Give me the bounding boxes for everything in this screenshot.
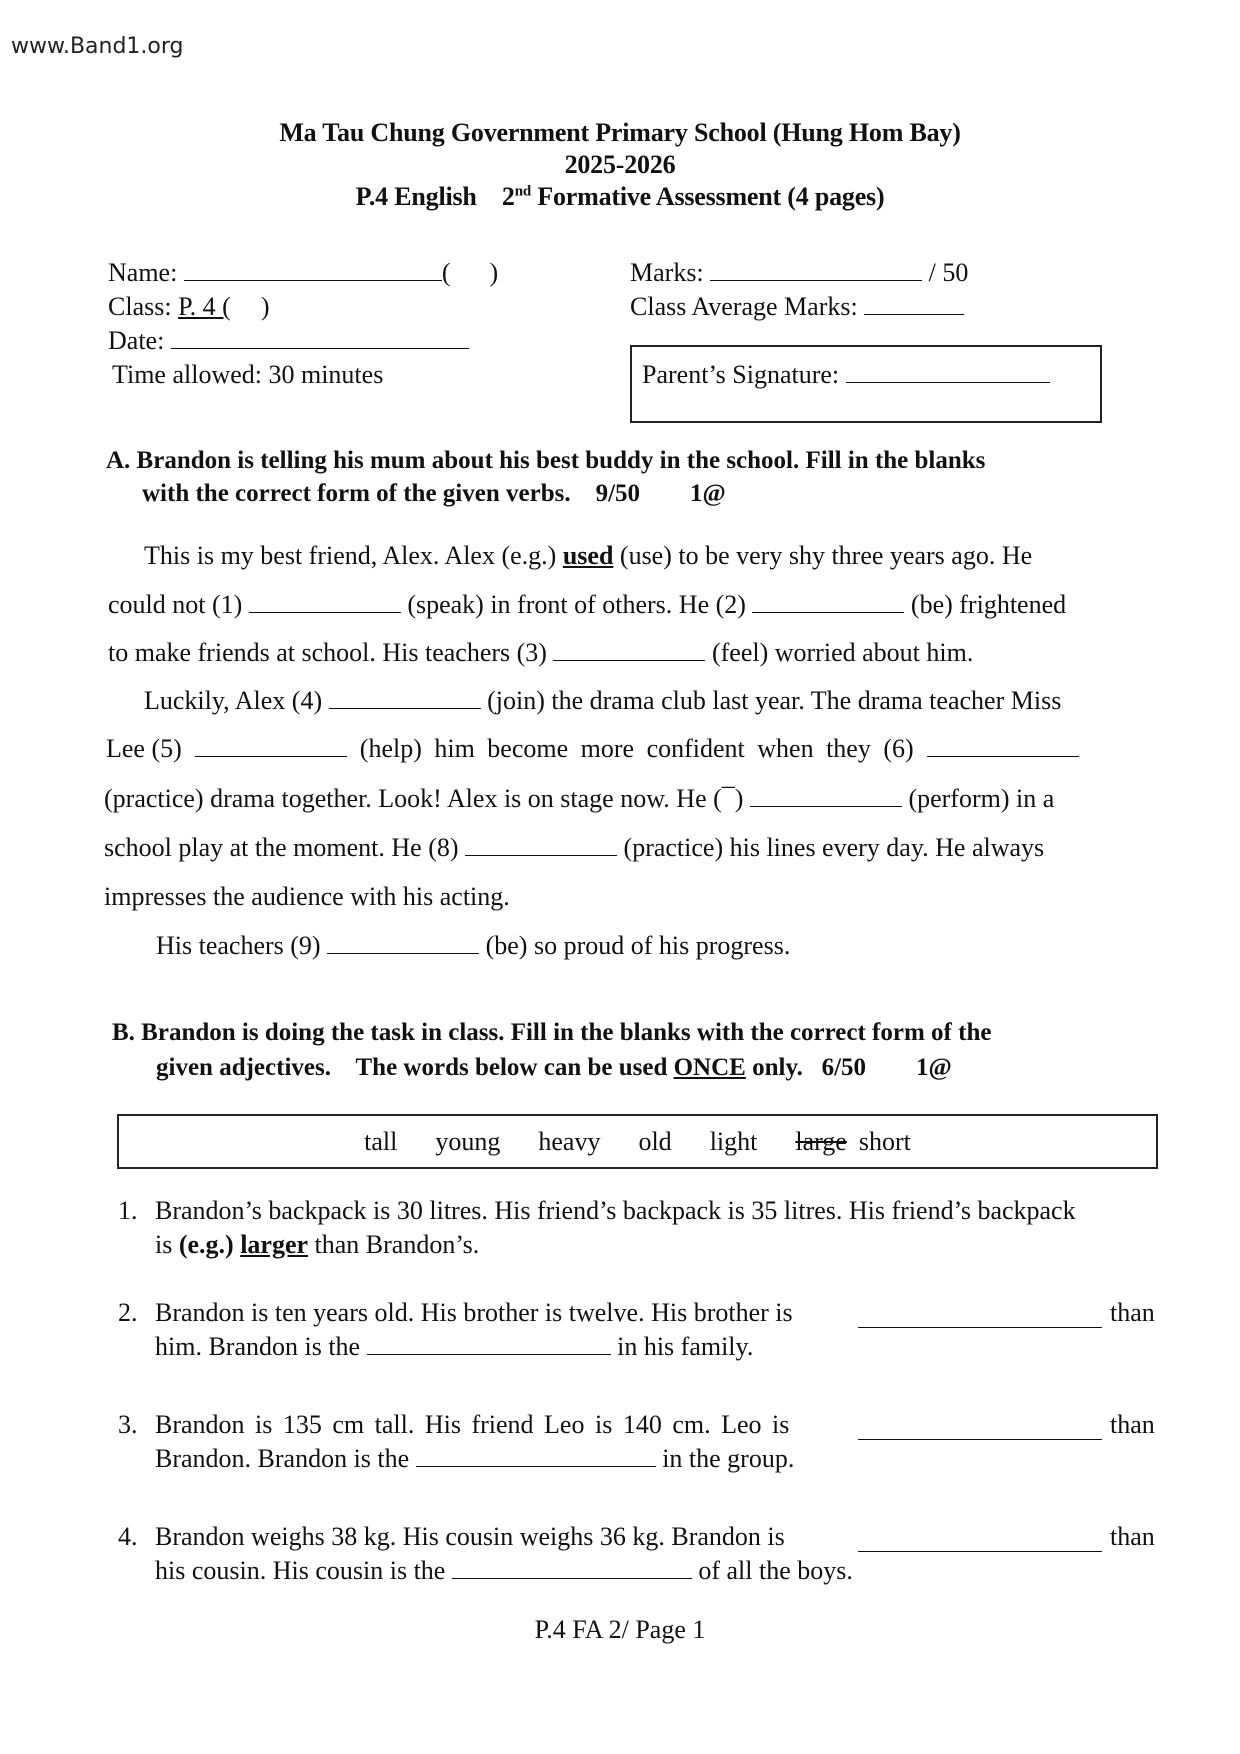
blank-1[interactable] (249, 611, 401, 613)
page-footer: P.4 FA 2/ Page 1 (534, 1615, 706, 1644)
answer-blank[interactable] (858, 1550, 1102, 1552)
section-b-title (112, 1016, 1162, 1087)
answer-blank[interactable] (858, 1326, 1102, 1328)
question-text: his cousin. His cousin is the (155, 1556, 446, 1585)
assessment-number: 2 (501, 182, 515, 211)
passage-text: (speak) in front of others. He (2) (407, 590, 746, 619)
word-bank-item: young (435, 1126, 501, 1156)
time-allowed: Time allowed: 30 minutes (112, 360, 384, 389)
class-field (108, 290, 270, 324)
word-bank-item: tall (364, 1126, 398, 1156)
answer-blank[interactable] (452, 1577, 692, 1579)
section-a-title-line1: A. Brandon is telling his mum about his best buddy in the school. Fill in the blanks (106, 447, 986, 474)
passage-text: (use) to be very shy three years ago. He (613, 541, 1033, 570)
blank-9[interactable] (327, 952, 479, 954)
word-bank-item: heavy (538, 1126, 601, 1156)
marks-input[interactable] (710, 279, 922, 281)
question-text: Brandon. Brandon is the (155, 1444, 410, 1473)
word-bank-item: short (858, 1126, 911, 1156)
section-b-per-item: 1@ (916, 1054, 952, 1081)
example-answer: used (562, 541, 614, 570)
section-a-instruction: with the correct form of the given verbs. (142, 480, 571, 507)
question-number: 1. (118, 1196, 138, 1225)
passage-text: Lee (5) (106, 734, 182, 763)
section-a-per-item: 1@ (690, 480, 726, 507)
passage-line-1 (108, 590, 1066, 620)
assessment-ordinal: nd (514, 183, 531, 200)
section-a-title-line2 (106, 477, 1156, 510)
question-line (155, 1444, 794, 1474)
question-line: Brandon weighs 38 kg. His cousin weighs 36 kg. Brandon is (155, 1522, 785, 1551)
section-b-instruction-end: only. (745, 1054, 803, 1081)
class-close-paren: ) (260, 292, 270, 321)
section-a-marks: 9/50 (595, 480, 641, 507)
passage-line-5 (104, 784, 1054, 814)
question-text: than Brandon’s. (308, 1230, 480, 1259)
class-average-field (630, 290, 964, 324)
question-number: 2. (118, 1298, 138, 1327)
assessment-name: Formative Assessment (4 pages) (537, 182, 885, 211)
section-b-marks: 6/50 (821, 1054, 867, 1081)
question-number: 4. (118, 1522, 138, 1551)
date-label: Date: (108, 326, 165, 355)
blank-4[interactable] (329, 707, 481, 709)
passage-text: (join) the drama club last year. The drama teacher Miss (487, 686, 1062, 715)
passage-line-4 (106, 734, 1079, 764)
date-input[interactable] (171, 347, 469, 349)
subject: P.4 English (355, 182, 477, 211)
example-answer: larger (240, 1230, 309, 1259)
assessment-title (0, 182, 1240, 212)
question-line (155, 1230, 479, 1260)
blank-8[interactable] (465, 854, 617, 856)
parent-signature-input[interactable] (846, 381, 1050, 383)
passage-text: to make friends at school. His teachers (3) (108, 638, 547, 667)
passage-text: Luckily, Alex (4) (144, 686, 323, 715)
passage-line-8 (156, 931, 790, 961)
passage-text: school play at the moment. He (8) (104, 833, 459, 862)
class-value: P. 4 ( (178, 292, 231, 321)
date-field (108, 324, 469, 358)
section-b-once: ONCE (673, 1054, 746, 1081)
question-line: Brandon is 135 cm tall. His friend Leo is 140 cm. Leo is (155, 1410, 790, 1439)
question-text: in the group. (662, 1444, 795, 1473)
blank-6[interactable] (927, 755, 1079, 757)
name-field (108, 256, 498, 290)
blank-5[interactable] (195, 755, 347, 757)
word-bank-item-crossed: large (795, 1126, 847, 1156)
question-line: Brandon’s backpack is 30 litres. His friend’s backpack is 35 litres. His friend’s backpack (155, 1196, 1076, 1225)
parent-signature-field (642, 358, 1050, 392)
passage-text: (practice) drama together. Look! Alex is on stage now. He (¯) (104, 784, 744, 813)
question-text: than (1110, 1522, 1155, 1551)
passage-text: (practice) his lines every day. He always (623, 833, 1045, 862)
answer-blank[interactable] (367, 1353, 611, 1355)
section-a-title (106, 444, 1156, 510)
passage-line-2 (108, 638, 973, 668)
section-b-instruction: given adjectives. The words below can be used (156, 1054, 674, 1081)
question-line (155, 1556, 853, 1586)
passage-line-7: impresses the audience with his acting. (104, 882, 510, 911)
class-average-label: Class Average Marks: (630, 292, 858, 321)
word-bank (117, 1114, 1158, 1169)
word-bank-item: old (638, 1126, 672, 1156)
passage-text: This is my best friend, Alex. Alex (e.g.) (144, 541, 563, 570)
parent-signature-label: Parent’s Signature: (642, 360, 840, 389)
section-b-title-line1: B. Brandon is doing the task in class. Fill in the blanks with the correct form of the (112, 1019, 992, 1046)
question-text: in his family. (617, 1332, 754, 1361)
class-number-paren: ( ) (441, 258, 499, 287)
answer-blank[interactable] (858, 1438, 1102, 1440)
blank-2[interactable] (752, 611, 904, 613)
question-line (155, 1332, 753, 1362)
passage-text: (perform) in a (908, 784, 1055, 813)
question-text: him. Brandon is the (155, 1332, 361, 1361)
passage-text: (feel) worried about him. (711, 638, 974, 667)
question-text: than (1110, 1410, 1155, 1439)
blank-3[interactable] (553, 659, 705, 661)
passage-text: (be) frightened (910, 590, 1067, 619)
passage-line-6 (104, 833, 1044, 863)
word-bank-item: light (709, 1126, 758, 1156)
example-label: (e.g.) (178, 1230, 234, 1259)
marks-total: / 50 (928, 258, 969, 287)
name-input[interactable] (184, 279, 442, 281)
passage-text: (help) him become more confident when they (6) (359, 734, 914, 763)
school-name: Ma Tau Chung Government Primary School (Hung Hom Bay) (279, 118, 961, 147)
question-line: Brandon is ten years old. His brother is twelve. His brother is (155, 1298, 793, 1327)
passage-line-0 (144, 541, 1032, 571)
passage-text: (be) so proud of his progress. (485, 931, 791, 960)
passage-text: His teachers (9) (156, 931, 321, 960)
question-text: than (1110, 1298, 1155, 1327)
school-year: 2025-2026 (564, 150, 676, 179)
passage-text: could not (1) (108, 590, 243, 619)
passage-line-3 (144, 686, 1061, 716)
class-label: Class: (108, 292, 172, 321)
class-average-input[interactable] (864, 313, 964, 315)
marks-field (630, 256, 968, 290)
watermark: www.Band1.org (11, 34, 184, 59)
name-label: Name: (108, 258, 178, 287)
question-text: is (155, 1230, 179, 1259)
question-text: of all the boys. (698, 1556, 853, 1585)
question-number: 3. (118, 1410, 138, 1439)
blank-7[interactable] (750, 805, 902, 807)
answer-blank[interactable] (416, 1465, 656, 1467)
marks-label: Marks: (630, 258, 704, 287)
section-b-title-line2 (112, 1049, 1162, 1087)
